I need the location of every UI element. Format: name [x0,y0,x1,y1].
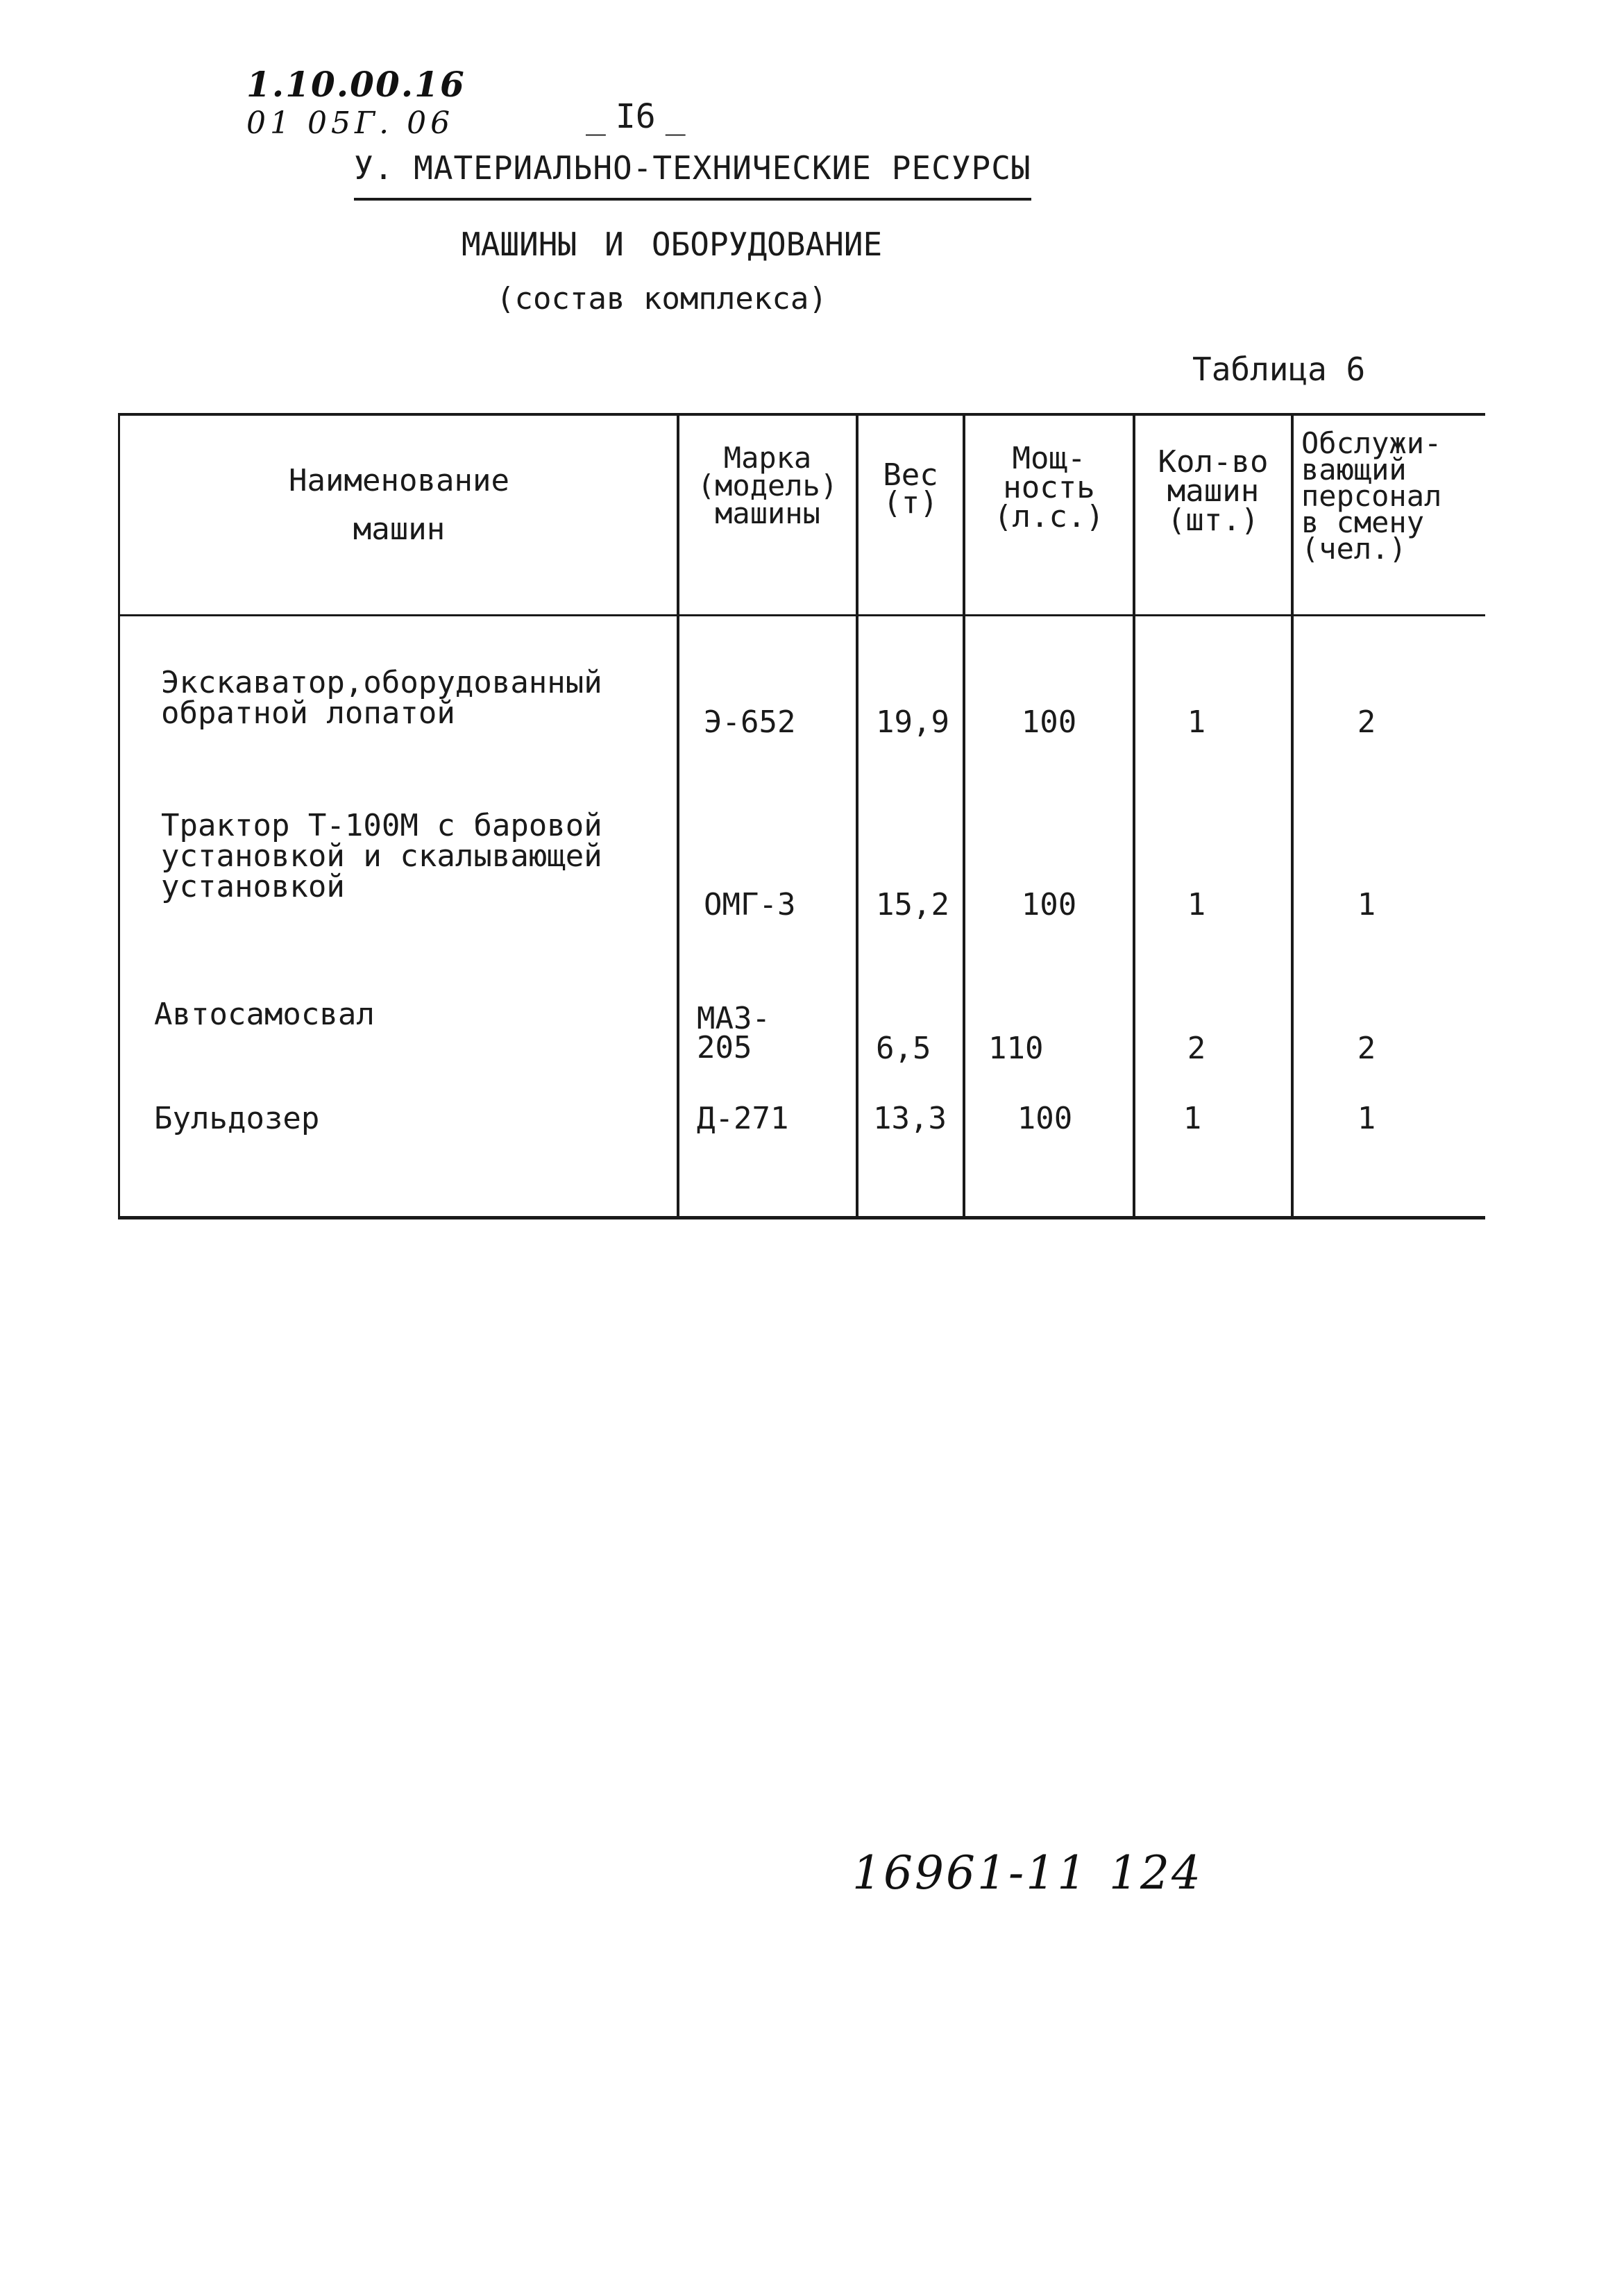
subtitle-part-b: И [604,226,624,263]
document-code-secondary: 01 05Г. 06 [246,105,455,141]
header-power: Мощ- ность (л.с.) [994,441,1104,534]
subtitle-note: (состав комплекса) [496,281,827,316]
column-divider-1 [677,413,679,1219]
column-divider-5 [1291,413,1294,1219]
row-4-weight: 13,3 [873,1101,947,1136]
row-1-power: 100 [1021,704,1077,740]
row-3-weight: 6,5 [876,1031,931,1066]
subtitle [462,226,910,263]
row-2-name: Трактор Т-100М с баровой установкой и скалывающей установкой [161,808,602,904]
row-1-model: Э-652 [704,704,796,740]
row-2-power: 100 [1021,887,1077,922]
header-weight: Вес (т) [883,457,938,521]
inventory-number: 16961-11 [852,1846,1089,1900]
header-name: Наименование машин [289,463,509,547]
row-3-count: 2 [1187,1031,1206,1066]
row-4-name: Бульдозер [154,1101,320,1136]
row-1-staff: 2 [1357,704,1376,740]
subtitle-part-c: ОБОРУДОВАНИЕ [651,226,883,263]
table-header-separator [118,614,1485,616]
table-label: Таблица 6 [1192,351,1366,388]
row-4-staff: 1 [1357,1101,1376,1136]
row-1-weight: 19,9 [876,704,949,740]
column-divider-3 [963,413,965,1219]
row-4-count: 1 [1183,1101,1202,1136]
row-1-count: 1 [1187,704,1206,740]
row-4-model: Д-271 [697,1101,789,1136]
subtitle-part-a: МАШИНЫ [462,226,577,263]
row-3-model: МАЗ- 205 [697,1001,770,1065]
row-2-count: 1 [1187,887,1206,922]
header-model: Марка (модель) машины [697,441,838,530]
column-divider-2 [856,413,858,1219]
table-top-border [118,413,1485,416]
row-3-name: Автосамосвал [154,997,375,1032]
section-title: У. МАТЕРИАЛЬНО-ТЕХНИЧЕСКИЕ РЕСУРСЫ [354,149,1031,201]
row-3-power: 110 [988,1031,1044,1066]
table-left-border [118,413,120,1219]
page-number-value: I6 [615,97,656,136]
table-bottom-border [118,1216,1485,1219]
row-2-staff: 1 [1357,887,1376,922]
header-count: Кол-во машин (шт.) [1158,444,1269,538]
row-3-staff: 2 [1357,1031,1376,1066]
row-2-weight: 15,2 [876,887,949,922]
row-1-name: Экскаватор,оборудованный обратной лопатой [161,665,602,731]
row-4-power: 100 [1017,1101,1073,1136]
page-number: _ I6 _ [586,97,686,136]
document-code: 1.10.00.16 [246,64,466,105]
row-2-model: ОМГ-3 [704,887,796,922]
header-staff: Обслужи- вающий персонал в смену (чел.) [1301,426,1442,566]
sheet-number: 124 [1109,1846,1203,1900]
